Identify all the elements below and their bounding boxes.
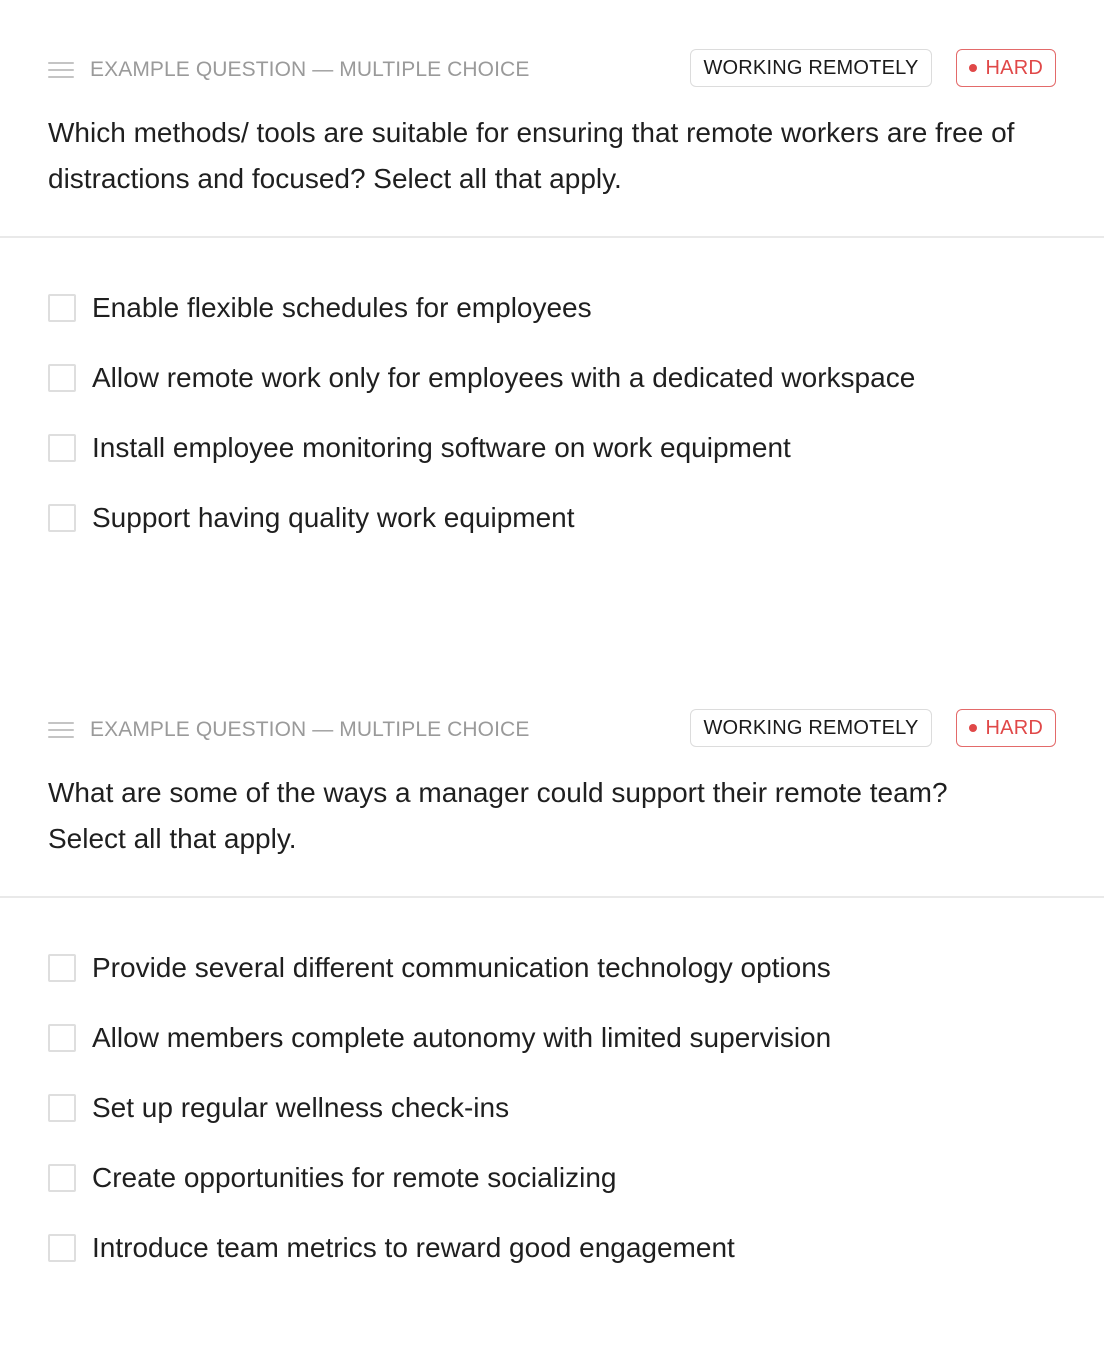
checkbox[interactable] (48, 1024, 76, 1052)
option-label: Allow members complete autonomy with limited supervision (92, 1022, 832, 1053)
question-header (0, 0, 1104, 110)
answer-option[interactable] (0, 1160, 1104, 1230)
checkbox[interactable] (48, 1164, 76, 1192)
option-label: Provide several different communication technology options (92, 952, 831, 983)
question-meta (48, 710, 529, 750)
option-label: Install employee monitoring software on work equipment (92, 432, 791, 463)
checkbox[interactable] (48, 1094, 76, 1122)
question-tags (690, 49, 1056, 87)
drag-handle-icon[interactable] (48, 60, 74, 80)
difficulty-label: HARD (985, 716, 1043, 739)
answer-option[interactable] (0, 500, 1104, 570)
checkbox[interactable] (48, 504, 76, 532)
question-card-2 (0, 660, 1104, 1300)
question-header (0, 660, 1104, 770)
question-text: Which methods/ tools are suitable for ensuring that remote workers are free of distractions and focused? Select all that apply. (48, 117, 1015, 194)
question-type-label: EXAMPLE QUESTION — MULTIPLE CHOICE (90, 718, 530, 741)
difficulty-dot-icon (969, 64, 977, 72)
question-meta (48, 50, 529, 90)
topic-tag: WORKING REMOTELY (690, 709, 931, 747)
option-label: Introduce team metrics to reward good engagement (92, 1232, 735, 1263)
answer-options (0, 898, 1104, 1300)
difficulty-label: HARD (985, 56, 1043, 79)
drag-handle-icon[interactable] (48, 720, 74, 740)
topic-tag: WORKING REMOTELY (690, 49, 931, 87)
checkbox[interactable] (48, 364, 76, 392)
answer-options (0, 238, 1104, 570)
checkbox[interactable] (48, 1234, 76, 1262)
answer-option[interactable] (0, 1230, 1104, 1300)
option-label: Allow remote work only for employees with a dedicated workspace (92, 362, 916, 393)
option-label: Enable flexible schedules for employees (92, 292, 592, 323)
answer-option[interactable] (0, 1020, 1104, 1090)
option-label: Create opportunities for remote socializing (92, 1162, 617, 1193)
checkbox[interactable] (48, 294, 76, 322)
question-tags (690, 709, 1056, 747)
answer-option[interactable] (0, 290, 1104, 360)
difficulty-tag (956, 49, 1056, 87)
answer-option[interactable] (0, 430, 1104, 500)
question-type-label: EXAMPLE QUESTION — MULTIPLE CHOICE (90, 58, 530, 81)
question-text: What are some of the ways a manager could support their remote team? Select all that apply. (48, 777, 948, 854)
difficulty-dot-icon (969, 724, 977, 732)
option-label: Set up regular wellness check-ins (92, 1092, 510, 1123)
checkbox[interactable] (48, 434, 76, 462)
answer-option[interactable] (0, 1090, 1104, 1160)
answer-option[interactable] (0, 950, 1104, 1020)
answer-option[interactable] (0, 360, 1104, 430)
difficulty-tag (956, 709, 1056, 747)
checkbox[interactable] (48, 954, 76, 982)
question-card-1 (0, 0, 1104, 570)
option-label: Support having quality work equipment (92, 502, 575, 533)
